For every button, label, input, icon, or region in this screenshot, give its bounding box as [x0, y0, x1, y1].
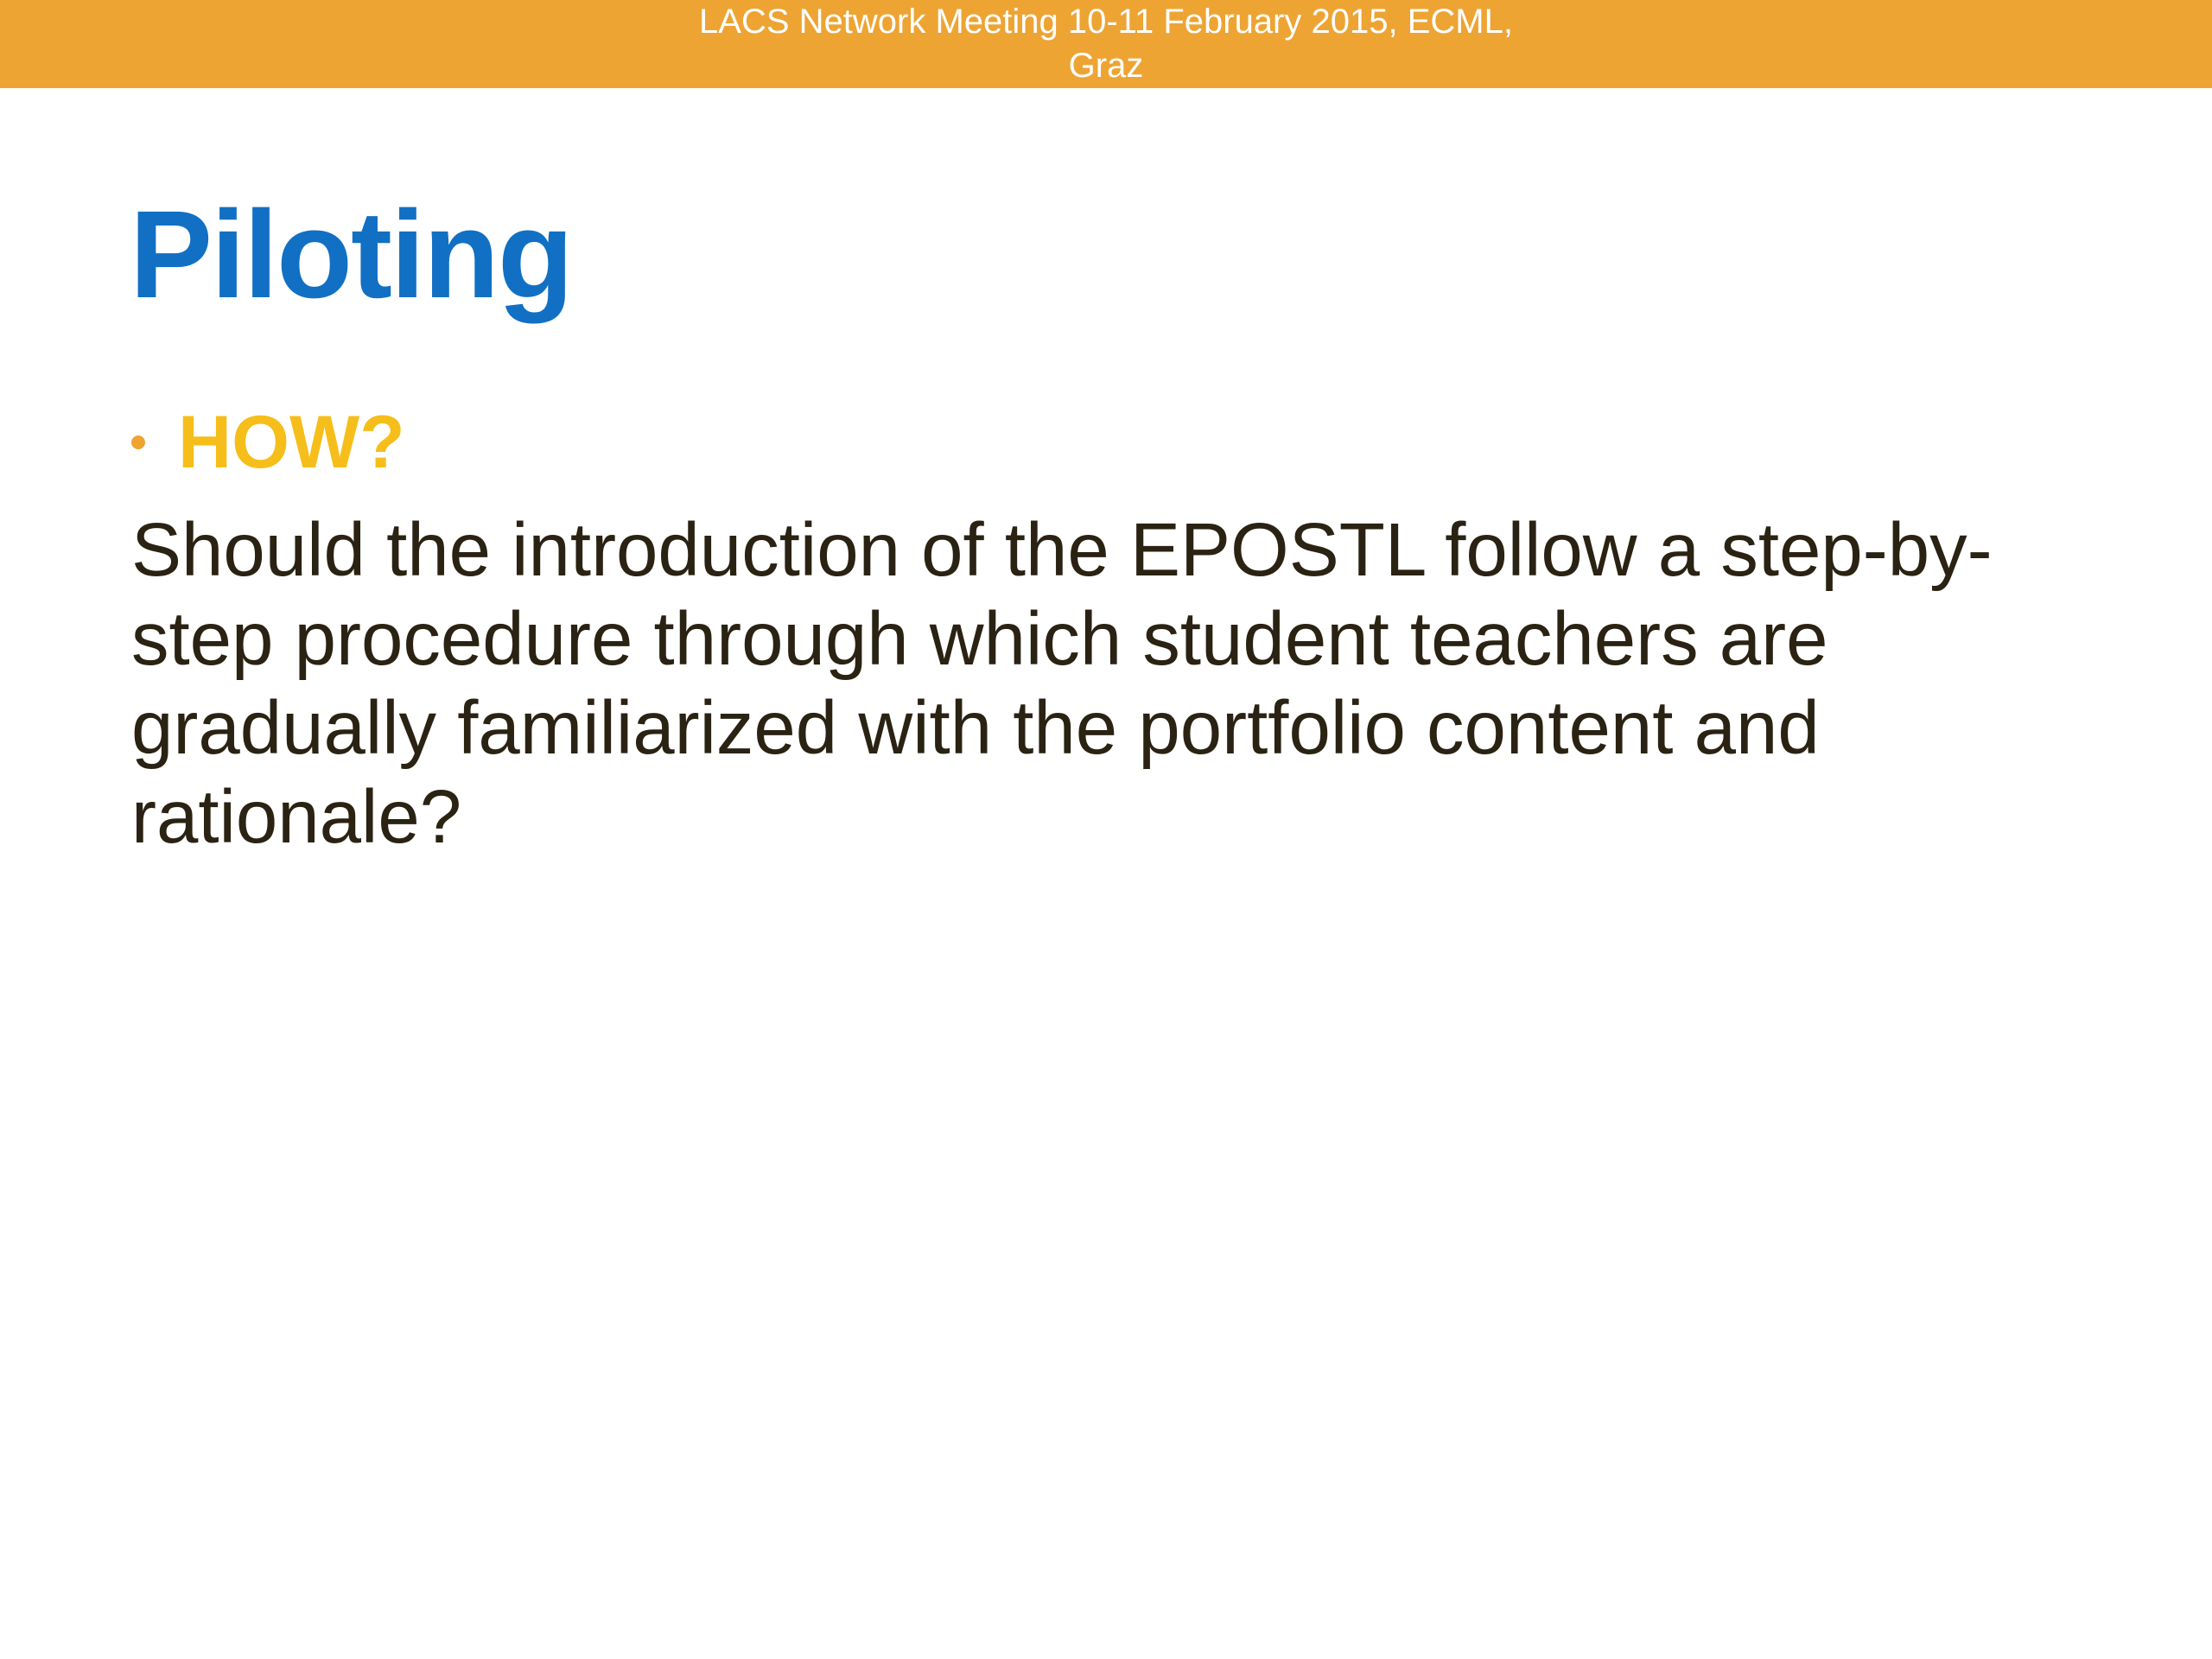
- bullet-heading: HOW?: [178, 401, 405, 484]
- body-paragraph: [131, 505, 2110, 861]
- body-line: rationale?: [131, 775, 462, 859]
- header-line-2: Graz: [1068, 47, 1144, 85]
- body-line: step procedure through which student teachers are: [131, 597, 1828, 681]
- slide-title: Piloting: [130, 185, 572, 324]
- header-line-1: LACS Network Meeting 10-11 February 2015, ECML,: [699, 3, 1513, 41]
- header-bar: [0, 0, 2212, 88]
- header-text: [605, 0, 1607, 88]
- bullet-item: [131, 399, 405, 486]
- body-line: Should the introduction of the EPOSTL follow a step-by-: [131, 508, 1993, 592]
- bullet-dot-icon: [131, 435, 145, 449]
- body-line: gradually familiarized with the portfolio content and: [131, 686, 1820, 770]
